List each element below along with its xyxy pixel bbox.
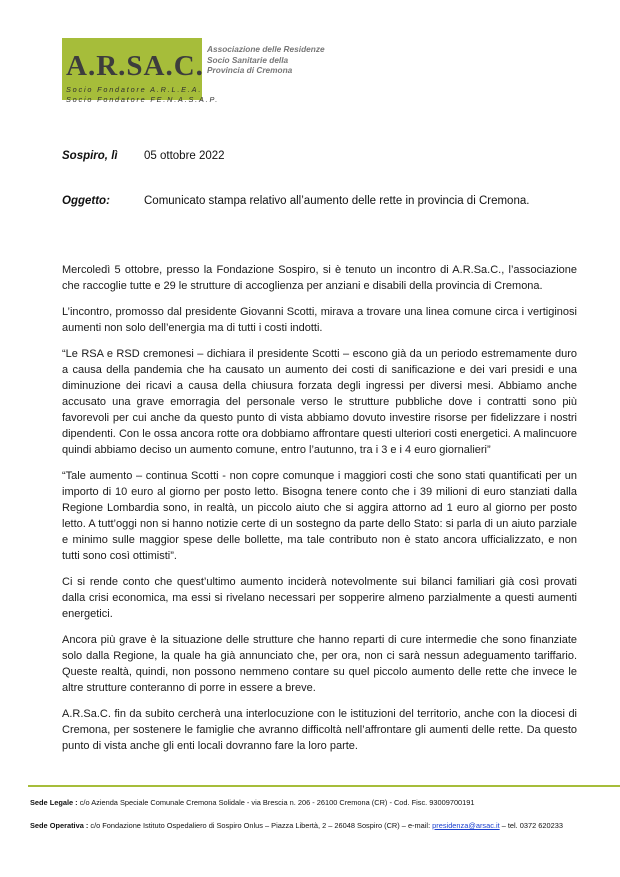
phone: – tel. 0372 620233 (499, 821, 563, 830)
paragraph: Ci si rende conto che quest’ultimo aumento inciderà notevolmente sui bilanci familiari già così provati dalla crisi economica, ma essi si rivelano necessari per sopperire almeno parzialmente a questi aumenti energetici. (62, 576, 577, 620)
subject-label: Oggetto: (62, 195, 110, 207)
paragraph: Ancora più grave è la situazione delle strutture che hanno reparti di cure intermedie che sono finanziate solo dalla Regione, la quale ha già annunciato che, per ora, non ci sarà nessun adeguamento tariffario. Queste realtà, quindi, non possono nemmeno contare su quel piccolo aumento delle rette che invece le altre strutture conteranno di porre in essere a breve. (62, 634, 577, 694)
association-line-2: Socio Sanitarie della (207, 54, 289, 65)
founder-line-1: Socio Fondatore A.R.L.E.A. (66, 85, 203, 94)
founder-lines (66, 85, 219, 104)
paragraph: “Tale aumento – continua Scotti - non copre comunque i maggiori costi che sono stati quantificati per un importo di 10 euro al giorno per posto letto. Bisogna tenere conto che i 39 milioni di euro stanziati dalla Regione Lombardia sono, in realtà, un piccolo aiuto che si aggira attorno ad 1 euro al giorno per posto letto. A tutt’oggi non si hanno notizie certe di un sostegno da parte dello Stato: si parla di un aiuto parziale e minimo sulle maggior spese delle bollette, ma tale contributo non è stato ancora ufficializzato, e non tutti sono così ottimisti”. (62, 470, 577, 562)
footer-legal (30, 797, 590, 808)
founder-line-2: Socio Fondatore FE.N.A.S.A.P. (66, 94, 220, 104)
association-line-3: Provincia di Cremona (207, 65, 293, 75)
legal-label: Sede Legale : (30, 798, 78, 807)
association-name (207, 44, 325, 76)
legal-address: c/o Azienda Speciale Comunale Cremona Solidale - via Brescia n. 206 - 26100 Cremona (CR) - Cod. Fisc. 93009700191 (77, 798, 475, 807)
paragraph: “Le RSA e RSD cremonesi – dichiara il presidente Scotti – escono già da un periodo estremamente duro a causa della pandemia che ha causato un aumento dei costi di sanificazione e dei vari presidi e una diminuzione dei ricavi a causa della chiusura forzata degli ingressi per diversi mesi. Abbiamo anche accusato una grave emorragia del personale verso le strutture pubbliche dove i contratti sono più favorevoli per cui anche da questo punto di vista abbiamo dovuto investire risorse per fidelizzare i nostri dipendenti. Con le ossa ancora rotte ora dobbiamo affrontare questi ulteriori costi energetici. A malincuore quindi abbiamo deciso un aumento comune, entro l’autunno, tra i 3 e i 4 euro giornalieri” (62, 348, 577, 456)
operative-label: Sede Operativa : (30, 821, 89, 830)
logo-text: A.R.SA.C. (66, 50, 204, 82)
footer-divider (28, 785, 620, 787)
subject-text: Comunicato stampa relativo all’aumento delle rette in provincia di Cremona. (144, 195, 530, 207)
email-link[interactable]: presidenza@arsac.it (432, 821, 500, 830)
paragraph: Mercoledì 5 ottobre, presso la Fondazione Sospiro, si è tenuto un incontro di A.R.Sa.C., l’associazione che raccoglie tutte e 29 le strutture di accoglienza per anziani e disabili della provincia di Cremona. (62, 264, 577, 292)
operative-address: c/o Fondazione Istituto Ospedaliero di Sospiro Onlus – Piazza Libertà, 2 – 26048 Sospiro (CR) – e-mail: (88, 821, 433, 830)
association-line-1: Associazione delle Residenze (207, 44, 325, 54)
place-label: Sospiro, lì (62, 150, 118, 162)
footer-operative (30, 820, 590, 831)
paragraph: L’incontro, promosso dal presidente Giovanni Scotti, mirava a trovare una linea comune circa i vertiginosi aumenti non solo dell’energia ma di tutti i costi indotti. (62, 306, 577, 334)
paragraph: A.R.Sa.C. fin da subito cercherà una interlocuzione con le istituzioni del territorio, anche con la diocesi di Cremona, per sostenere le famiglie che avranno difficoltà nell’affrontare gli aumenti delle rette. Da questo punto di vista anche gli enti locali dovranno fare la loro parte. (62, 708, 577, 752)
press-release-body (62, 262, 577, 764)
document-date: 05 ottobre 2022 (144, 150, 225, 162)
